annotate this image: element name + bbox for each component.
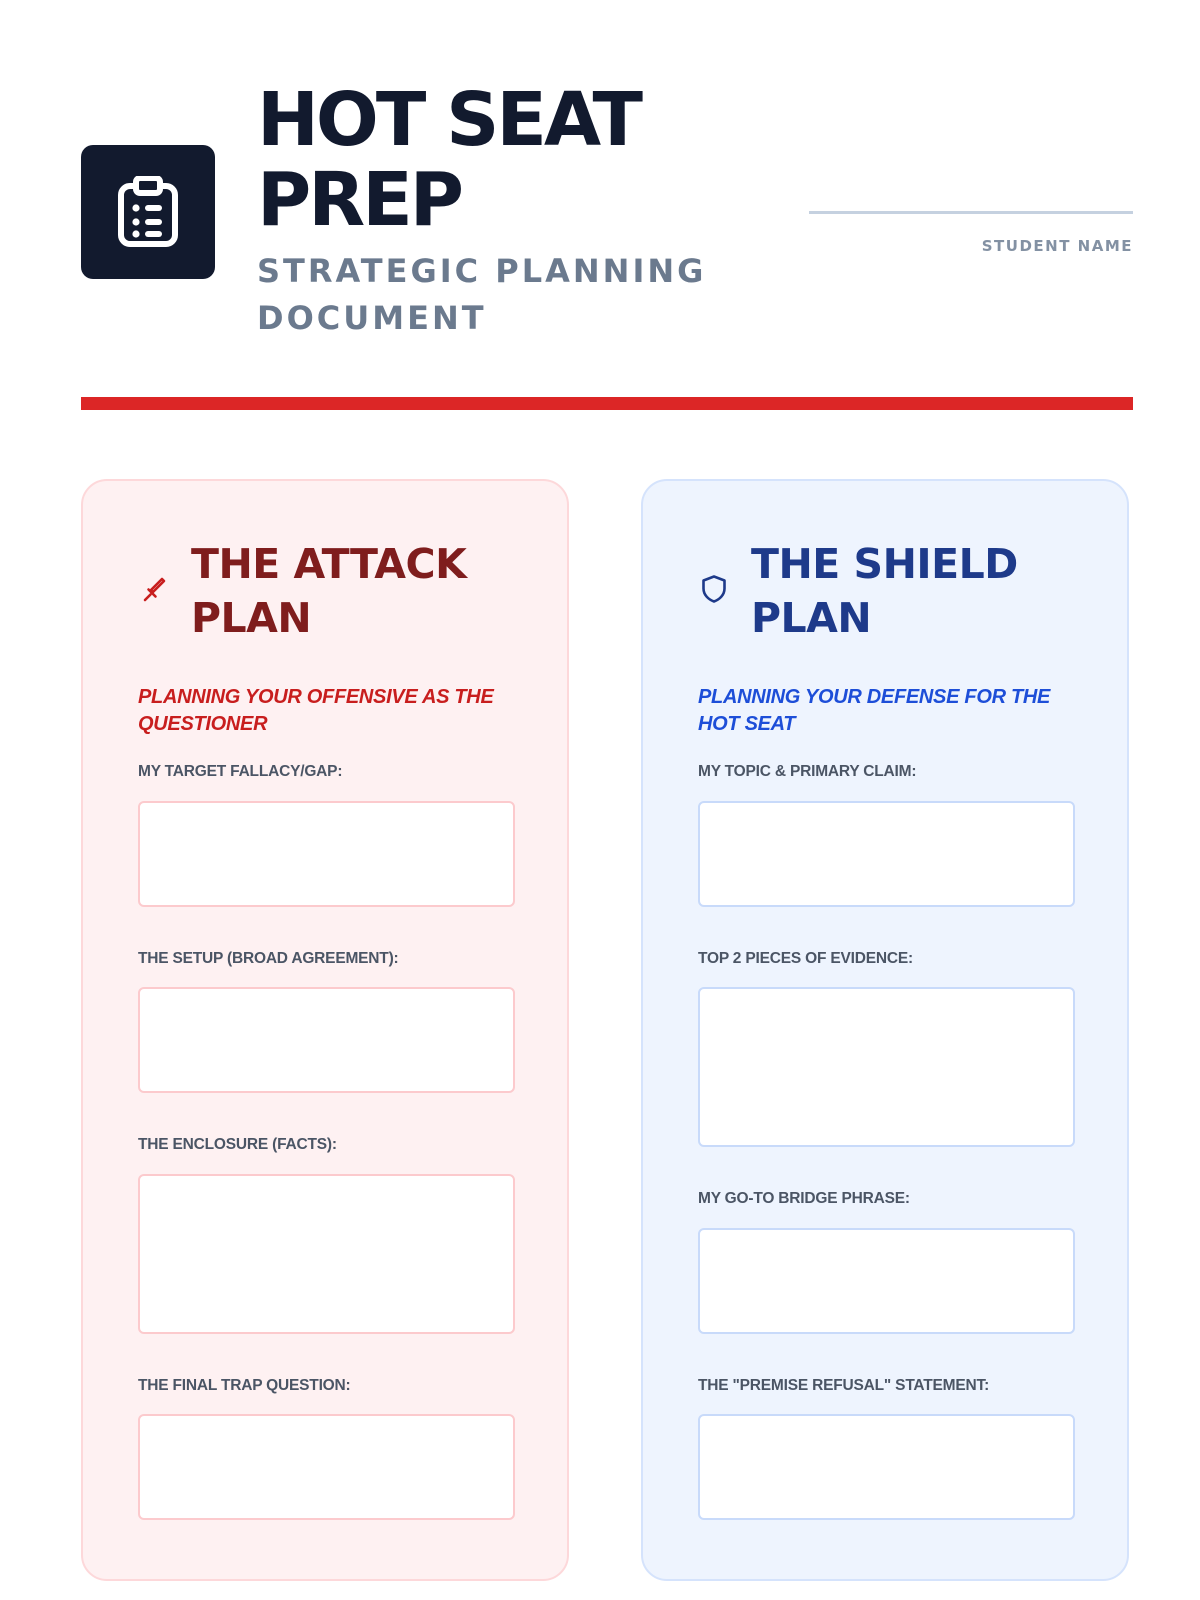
bridge-phrase-field[interactable] [698, 1228, 1075, 1334]
header-divider [81, 397, 1133, 410]
setup-label: THE SETUP (BROAD AGREEMENT): [138, 950, 399, 967]
attack-plan-panel [81, 479, 569, 1581]
premise-refusal-label: THE "PREMISE REFUSAL" STATEMENT: [698, 1377, 990, 1394]
final-trap-field[interactable] [138, 1414, 515, 1520]
evidence-field[interactable] [698, 987, 1075, 1147]
logo-badge [81, 145, 215, 279]
evidence-label: TOP 2 PIECES OF EVIDENCE: [698, 950, 913, 967]
shield-plan-title: THE SHIELD PLAN [751, 540, 1018, 642]
topic-claim-field[interactable] [698, 801, 1075, 907]
clipboard-list-icon [117, 176, 179, 248]
final-trap-label: THE FINAL TRAP QUESTION: [138, 1377, 351, 1394]
student-name-label: STUDENT NAME [981, 237, 1133, 255]
page-subtitle: STRATEGIC PLANNING DOCUMENT [257, 252, 707, 337]
topic-claim-label: MY TOPIC & PRIMARY CLAIM: [698, 763, 917, 780]
sword-icon [138, 573, 170, 605]
setup-field[interactable] [138, 987, 515, 1093]
student-name-field[interactable] [809, 211, 1133, 214]
header [81, 77, 1133, 360]
target-fallacy-label: MY TARGET FALLACY/GAP: [138, 763, 343, 780]
shield-icon [698, 573, 730, 605]
enclosure-label: THE ENCLOSURE (FACTS): [138, 1136, 337, 1153]
page-title: HOT SEAT PREP [257, 77, 640, 243]
enclosure-field[interactable] [138, 1174, 515, 1334]
premise-refusal-field[interactable] [698, 1414, 1075, 1520]
bridge-phrase-label: MY GO-TO BRIDGE PHRASE: [698, 1190, 910, 1207]
target-fallacy-field[interactable] [138, 801, 515, 907]
shield-plan-subtitle: PLANNING YOUR DEFENSE FOR THE HOT SEAT [698, 686, 1051, 735]
shield-plan-panel [641, 479, 1129, 1581]
attack-plan-subtitle: PLANNING YOUR OFFENSIVE AS THE QUESTIONER [138, 686, 494, 735]
attack-plan-title: THE ATTACK PLAN [191, 540, 467, 642]
